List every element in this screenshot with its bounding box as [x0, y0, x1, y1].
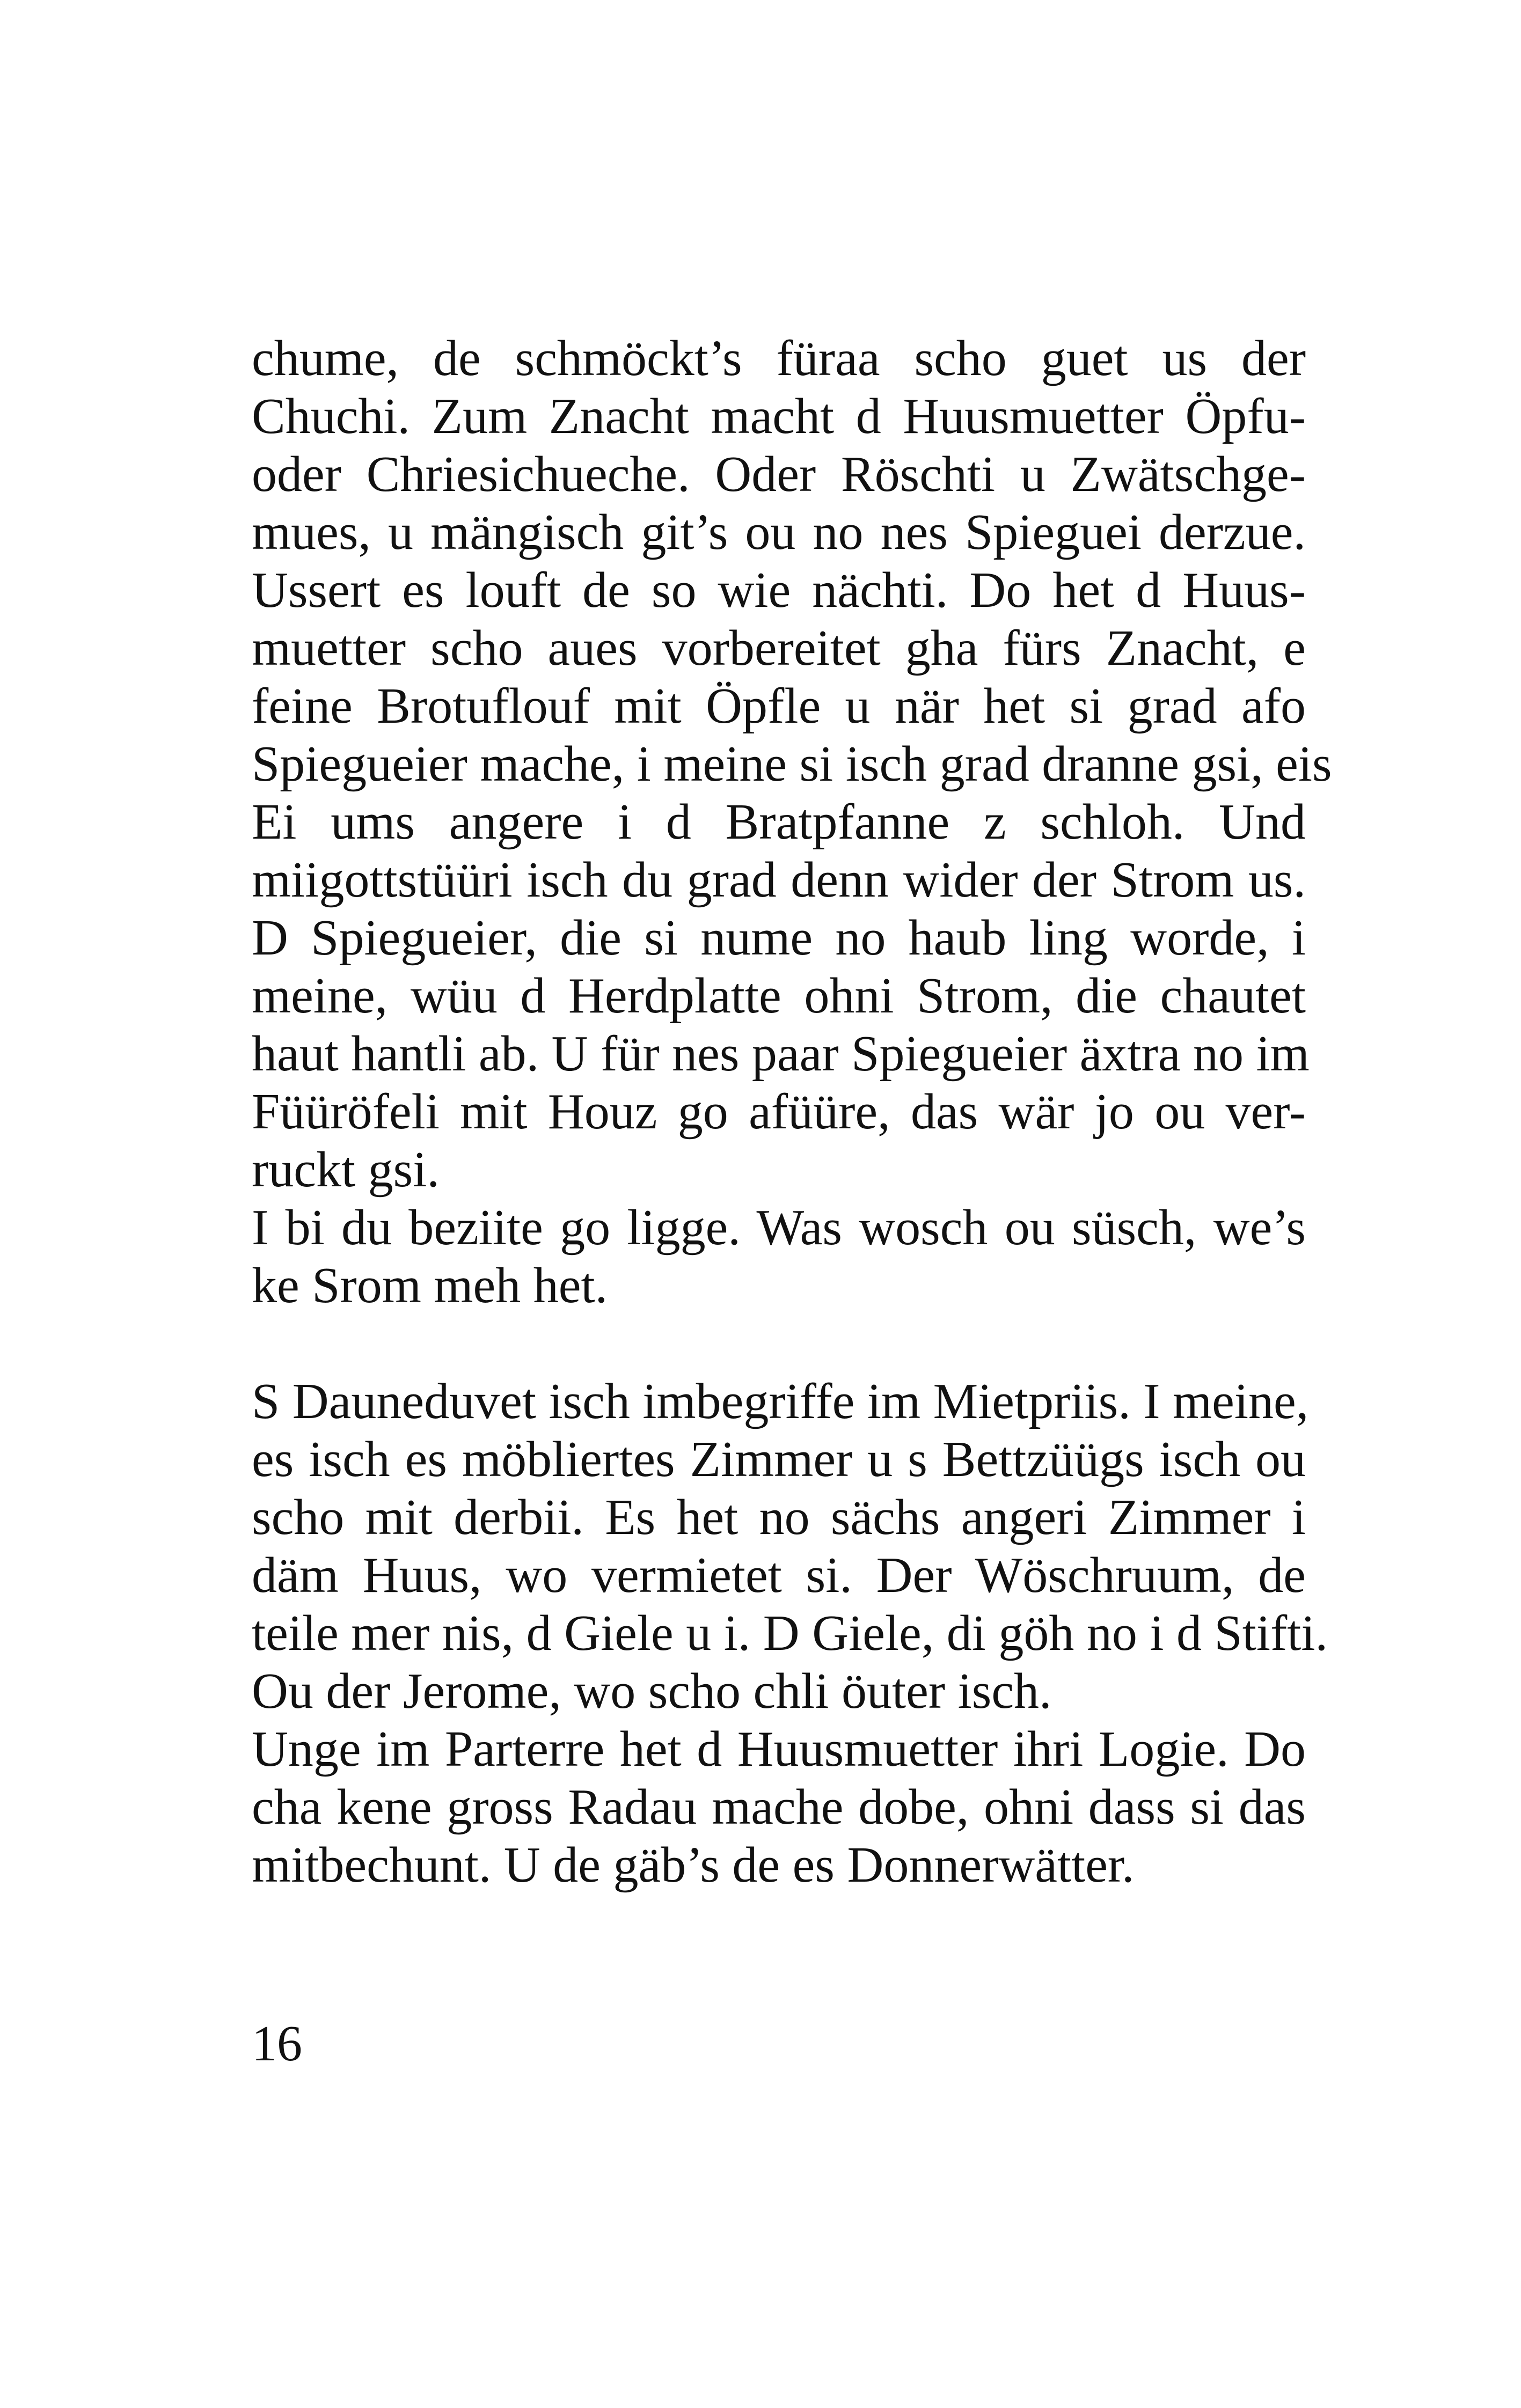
text-line: Spiegueier mache, i meine si isch grad dranne gsi, eis	[252, 736, 1332, 792]
text-line: D Spiegueier, die si nume no haub ling worde, i	[252, 910, 1306, 966]
text-line: scho mit derbii. Es het no sächs angeri Zimmer i	[252, 1489, 1306, 1545]
text-line: Ussert es louft de so wie nächti. Do het d Huus-	[252, 562, 1306, 618]
text-line: ke Srom meh het.	[252, 1258, 608, 1313]
text-line: Füüröfeli mit Houz go afüüre, das wär jo ou ver-	[252, 1084, 1306, 1140]
text-line: S Dauneduvet isch imbegriffe im Mietpriis. I meine,	[252, 1374, 1309, 1429]
text-line: cha kene gross Radau mache dobe, ohni dass si das	[252, 1779, 1306, 1835]
text-line: Unge im Parterre het d Huusmuetter ihri Logie. Do	[252, 1721, 1306, 1777]
text-line: chume, de schmöckt’s füraa scho guet us der	[252, 331, 1306, 386]
text-line: mitbechunt. U de gäb’s de es Donnerwätter.	[252, 1837, 1135, 1893]
text-line: meine, wüu d Herdplatte ohni Strom, die chautet	[252, 968, 1306, 1024]
text-line: es isch es möbliertes Zimmer u s Bettzüügs isch ou	[252, 1431, 1306, 1487]
text-line: däm Huus, wo vermietet si. Der Wöschruum, de	[252, 1547, 1306, 1603]
text-line: Ei ums angere i d Bratpfanne z schloh. Und	[252, 794, 1306, 850]
text-line: teile mer nis, d Giele u i. D Giele, di göh no i d Stifti.	[252, 1605, 1328, 1661]
text-line: haut hantli ab. U für nes paar Spiegueier äxtra no im	[252, 1026, 1310, 1082]
text-line: muetter scho aues vorbereitet gha fürs Znacht, e	[252, 620, 1306, 676]
text-line: miigottstüüri isch du grad denn wider der Strom us.	[252, 852, 1306, 908]
text-line: oder Chriesichueche. Oder Röschti u Zwätschge-	[252, 446, 1306, 502]
text-line: Chuchi. Zum Znacht macht d Huusmuetter Öpfu-	[252, 388, 1306, 444]
text-line: feine Brotuflouf mit Öpfle u när het si grad afo	[252, 678, 1306, 734]
text-line: Ou der Jerome, wo scho chli öuter isch.	[252, 1663, 1052, 1719]
page-number: 16	[252, 2016, 302, 2072]
text-line: mues, u mängisch git’s ou no nes Spieguei derzue.	[252, 504, 1306, 560]
text-line: ruckt gsi.	[252, 1142, 440, 1198]
text-line: I bi du beziite go ligge. Was wosch ou süsch, we’s	[252, 1200, 1306, 1256]
